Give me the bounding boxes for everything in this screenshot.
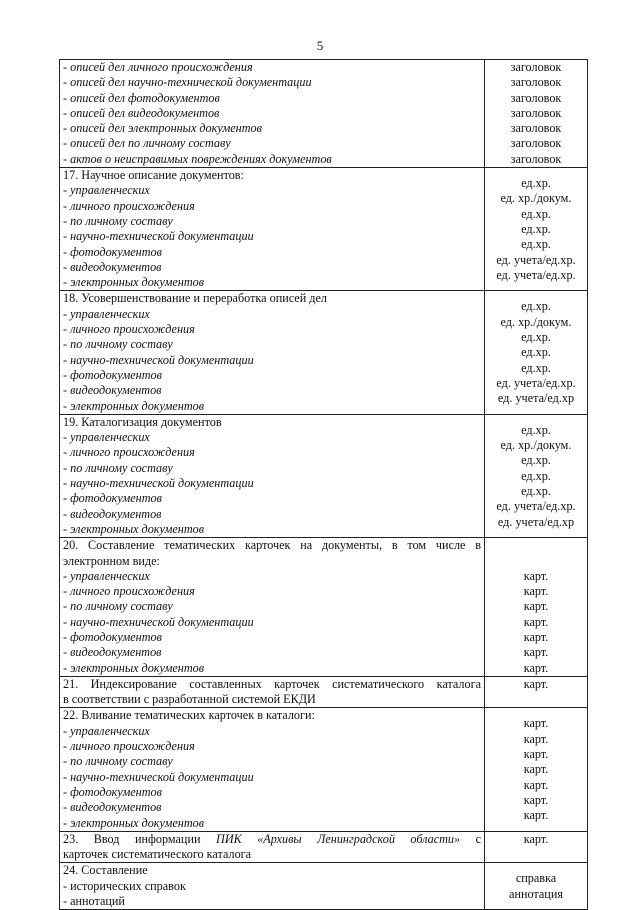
unit-label: заголовок xyxy=(510,75,562,90)
list-item: - управленческих xyxy=(63,723,150,738)
unit-label: ед. учета/ед.хр. xyxy=(496,267,576,282)
list-item: - видеодокументов xyxy=(63,645,162,660)
unit-label: ед. учета/ед.хр xyxy=(497,514,575,529)
unit-label: ед.хр. xyxy=(521,345,551,360)
list-item: - личного происхождения xyxy=(63,584,195,599)
unit-label: заголовок xyxy=(510,151,562,166)
unit-label: карт. xyxy=(523,568,549,583)
table-row xyxy=(60,831,588,863)
section-heading: 20. Составление тематических карточек на документы, в том числе в xyxy=(63,538,481,553)
unit-label: ед. учета/ед.хр. xyxy=(496,375,576,390)
unit-label: ед.хр. xyxy=(521,237,551,252)
unit-label: карт. xyxy=(523,762,549,777)
unit-label: ед.хр. xyxy=(521,330,551,345)
list-item: - личного происхождения xyxy=(63,198,195,213)
unit-cell xyxy=(485,291,588,414)
list-item: - управленческих xyxy=(63,568,150,583)
list-item: - управленческих xyxy=(63,430,150,445)
unit-label: ед.хр. xyxy=(521,360,551,375)
unit-label: ед. учета/ед.хр. xyxy=(496,252,576,267)
list-item: - по личному составу xyxy=(63,599,173,614)
section-heading: 21. Индексирование составленных карточек систематического каталога xyxy=(63,676,481,691)
list-item: - описей дел научно-технической документации xyxy=(63,75,312,90)
table-row xyxy=(60,538,588,677)
list-item: - научно-технической документации xyxy=(63,614,254,629)
heading-italic-title: ПИК «Архивы Ленинградской области» xyxy=(216,831,461,846)
list-item: - электронных документов xyxy=(63,275,205,290)
list-item: - личного происхождения xyxy=(63,739,195,754)
work-standards-table xyxy=(59,59,588,910)
work-type-cell xyxy=(60,708,485,831)
work-type-cell xyxy=(60,538,485,677)
work-type-cell xyxy=(60,863,485,910)
unit-label: ед. хр./докум. xyxy=(500,438,572,453)
section-heading-continued: электронном виде: xyxy=(63,553,160,568)
unit-label: карт. xyxy=(523,584,549,599)
list-item: - фотодокументов xyxy=(63,784,162,799)
list-item: - видеодокументов xyxy=(63,506,162,521)
unit-label: заголовок xyxy=(510,105,562,120)
list-item: - личного происхождения xyxy=(63,445,195,460)
table-row xyxy=(60,676,588,708)
unit-cell xyxy=(485,676,588,708)
list-item: - по личному составу xyxy=(63,460,173,475)
work-type-cell xyxy=(60,168,485,291)
unit-label: ед.хр. xyxy=(521,468,551,483)
unit-label: карт. xyxy=(523,831,549,846)
list-item: - управленческих xyxy=(63,183,150,198)
unit-label: карт. xyxy=(523,731,549,746)
list-item: - по личному составу xyxy=(63,754,173,769)
work-type-cell xyxy=(60,60,485,168)
section-heading-continued: карточек систематического каталога xyxy=(63,847,252,862)
section-heading: 17. Научное описание документов: xyxy=(63,168,244,183)
list-item: - научно-технической документации xyxy=(63,769,254,784)
unit-cell xyxy=(485,708,588,831)
unit-cell xyxy=(485,538,588,677)
unit-label: ед.хр. xyxy=(521,299,551,314)
unit-label: карт. xyxy=(523,676,549,691)
work-type-cell xyxy=(60,414,485,537)
unit-label: аннотация xyxy=(509,886,563,901)
unit-label: ед. хр./докум. xyxy=(500,314,572,329)
heading-prefix: 23. Ввод информации xyxy=(63,831,201,846)
unit-label: карт. xyxy=(523,747,549,762)
list-item: - описей дел видеодокументов xyxy=(63,105,220,120)
table-row xyxy=(60,414,588,537)
section-heading xyxy=(63,832,481,847)
unit-cell xyxy=(485,414,588,537)
list-item: - научно-технической документации xyxy=(63,229,254,244)
unit-cell xyxy=(485,863,588,910)
section-heading: 18. Усовершенствование и переработка описей дел xyxy=(63,291,327,306)
list-item: - аннотаций xyxy=(63,894,125,909)
unit-label: карт. xyxy=(523,716,549,731)
list-item: - научно-технической документации xyxy=(63,352,254,367)
unit-label: карт. xyxy=(523,629,549,644)
unit-label: карт. xyxy=(523,777,549,792)
unit-label: карт. xyxy=(523,792,549,807)
unit-label: заголовок xyxy=(510,136,562,151)
unit-cell xyxy=(485,831,588,863)
list-item: - видеодокументов xyxy=(63,383,162,398)
list-item: - исторических справок xyxy=(63,878,186,893)
work-type-cell xyxy=(60,831,485,863)
unit-label: ед.хр. xyxy=(521,221,551,236)
list-item: - личного происхождения xyxy=(63,322,195,337)
unit-label: ед. учета/ед.хр. xyxy=(496,499,576,514)
unit-cell xyxy=(485,60,588,168)
unit-label: заголовок xyxy=(510,90,562,105)
heading-suffix: с xyxy=(475,831,481,846)
work-type-cell xyxy=(60,291,485,414)
list-item: - фотодокументов xyxy=(63,629,162,644)
list-item: - управленческих xyxy=(63,306,150,321)
list-item: - электронных документов xyxy=(63,660,205,675)
unit-label: ед. хр./докум. xyxy=(500,191,572,206)
section-heading: 19. Каталогизация документов xyxy=(63,414,222,429)
unit-label: ед.хр. xyxy=(521,484,551,499)
unit-label: карт. xyxy=(523,808,549,823)
section-heading: 22. Вливание тематических карточек в каталоги: xyxy=(63,708,315,723)
table-row xyxy=(60,168,588,291)
unit-label: карт. xyxy=(523,660,549,675)
unit-label: заголовок xyxy=(510,60,562,74)
list-item: - фотодокументов xyxy=(63,491,162,506)
unit-label: ед. учета/ед.хр xyxy=(497,391,575,406)
page-number: 5 xyxy=(316,38,324,53)
list-item: - описей дел по личному составу xyxy=(63,136,231,151)
unit-label: карт. xyxy=(523,599,549,614)
work-type-cell xyxy=(60,676,485,708)
list-item: - описей дел электронных документов xyxy=(63,121,262,136)
list-item: - электронных документов xyxy=(63,521,205,536)
list-item: - описей дел личного происхождения xyxy=(63,60,253,74)
list-item: - по личному составу xyxy=(63,213,173,228)
unit-label: заголовок xyxy=(510,121,562,136)
list-item: - актов о неисправимых повреждениях документов xyxy=(63,151,332,166)
table-row xyxy=(60,708,588,831)
unit-label: ед.хр. xyxy=(521,176,551,191)
unit-label: ед.хр. xyxy=(521,206,551,221)
unit-label: ед.хр. xyxy=(521,422,551,437)
list-item: - электронных документов xyxy=(63,398,205,413)
unit-label: ед.хр. xyxy=(521,453,551,468)
list-item: - фотодокументов xyxy=(63,367,162,382)
section-heading-continued: в соответствии с разработанной системой ЕКДИ xyxy=(63,692,316,707)
section-heading: 24. Составление xyxy=(63,863,148,878)
list-item: - видеодокументов xyxy=(63,800,162,815)
list-item: - научно-технической документации xyxy=(63,476,254,491)
list-item: - описей дел фотодокументов xyxy=(63,90,220,105)
list-item: - видеодокументов xyxy=(63,259,162,274)
unit-label: карт. xyxy=(523,614,549,629)
unit-label: справка xyxy=(515,871,557,886)
list-item: - электронных документов xyxy=(63,815,205,830)
table-row xyxy=(60,60,588,168)
list-item: - по личному составу xyxy=(63,337,173,352)
table-row xyxy=(60,291,588,414)
list-item: - фотодокументов xyxy=(63,244,162,259)
unit-label: карт. xyxy=(523,645,549,660)
table-row xyxy=(60,863,588,910)
unit-cell xyxy=(485,168,588,291)
